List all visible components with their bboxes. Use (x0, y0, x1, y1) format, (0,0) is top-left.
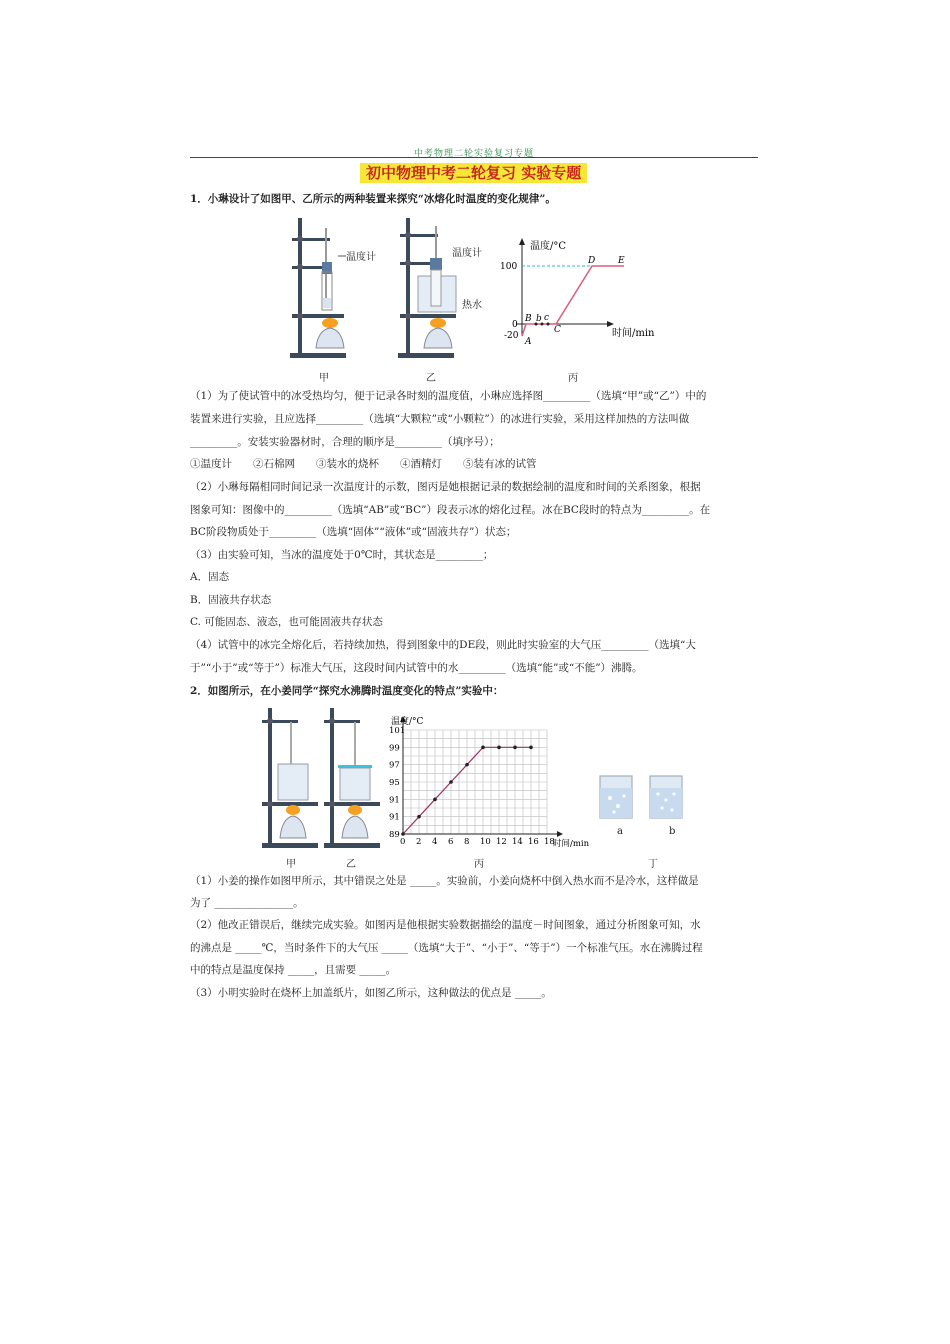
caption-q2-jia: 甲 (286, 859, 296, 870)
q1-line: BC阶段物质处于_________（选填“固体”“液体”或“固液共存”）状态； (190, 526, 517, 538)
x-tick-label: 10 (480, 837, 491, 847)
graph1-point-e: E (618, 256, 625, 266)
q1-line: （2）小琳每隔相同时间记录一次温度计的示数，图丙是她根据记录的数据绘制的温度和时间的关系图象，根据 (190, 481, 701, 493)
graph1-tick-0: 0 (512, 320, 518, 330)
graph1-xlabel: 时间/min (612, 328, 655, 339)
x-tick-label: 14 (512, 837, 523, 847)
caption-q2-ding: 丁 (648, 859, 658, 870)
q2-line: 中的特点是温度保持 _____，且需要 _____。 (190, 964, 397, 976)
y-axis-label: 温度/°C (391, 717, 424, 727)
graph1-point-c: C (554, 325, 561, 335)
q1-choice-a: A．固态 (190, 571, 230, 583)
x-tick-label: 4 (432, 837, 438, 847)
q2-line: （1）小姜的操作如图甲所示，其中错误之处是 _____。实验前，小姜向烧杯中倒入热水而不是冷水，这样做是 (190, 875, 699, 887)
caption-q1-yi: 乙 (426, 373, 436, 384)
q1-line: _________。安装实验器材时，合理的顺序是_________（填序号）； (190, 436, 500, 448)
graph1-point-c-small: c (544, 313, 550, 323)
y-tick-label: 89 (389, 830, 400, 840)
graph1-point-d: D (588, 256, 596, 266)
y-tick-label: 97 (389, 760, 400, 771)
page-title: 初中物理中考二轮复习 实验专题 (360, 163, 587, 183)
graph1-tick-100: 100 (500, 262, 518, 272)
data-point (481, 746, 485, 750)
q1-line: （4）试管中的冰完全熔化后，若持续加热，得到图象中的DE段，则此时实验室的大气压_________（选填“大 (190, 639, 696, 651)
y-tick-label: 101 (389, 726, 406, 736)
q1-line: 于”“小于”或“等于”）标准大气压，这段时间内试管中的水_________（选填“能”或“不能”）沸腾。 (190, 662, 643, 674)
melting-graph (496, 236, 668, 346)
q2-line: （2）他改正错误后，继续完成实验。如图丙是他根据实验数据描绘的温度－时间图象，通过分析图象可知，水 (190, 919, 701, 931)
q2-line: （3）小明实验时在烧杯上加盖纸片，如图乙所示，这种做法的优点是 _____。 (190, 987, 552, 999)
apparatus-jia (288, 214, 358, 360)
q2-stem: 2．如图所示，在小姜同学“探究水沸腾时温度变化的特点”实验中： (190, 685, 504, 697)
data-point (433, 798, 437, 802)
x-axis-label: 时间/min (553, 839, 590, 849)
y-tick-label: 99 (389, 743, 400, 754)
beaker-b-label: b (669, 826, 676, 837)
x-tick-label: 2 (416, 837, 422, 847)
q1-options: ①温度计 ②石棉网 ③装水的烧杯 ④酒精灯 ⑤装有冰的试管 (190, 458, 537, 470)
x-tick-label: 8 (464, 837, 470, 847)
graph1-point-a: A (525, 337, 532, 346)
q1-choice-b: B．固液共存状态 (190, 594, 272, 606)
page-header: 中考物理二轮实验复习专题 (413, 149, 534, 159)
x-tick-label: 6 (448, 837, 454, 847)
apparatus-yi (396, 214, 466, 360)
x-tick-label: 18 (544, 837, 555, 847)
boiling-chart (370, 712, 600, 854)
x-axis-arrow (557, 831, 563, 837)
graph1-point-b-small: b (536, 314, 542, 324)
header-rule (190, 157, 758, 158)
y-tick-label: 95 (389, 778, 400, 788)
q1-stem: 1．小琳设计了如图甲、乙所示的两种装置来探究“冰熔化时温度的变化规律”。 (190, 193, 556, 205)
x-tick-label: 16 (528, 837, 539, 847)
q2-line: 的沸点是 _____℃，当时条件下的大气压 _____（选填“大于”、“小于”、“等于”）一个标准气压。水在沸腾过程 (190, 942, 703, 954)
q2-line: 为了 _______________。 (190, 897, 304, 909)
y-tick-label: 91 (389, 812, 400, 823)
label-thermometer-jia: 温度计 (346, 252, 376, 263)
q1-choice-c: C. 可能固态、液态，也可能固液共存状态 (190, 616, 383, 628)
caption-q2-yi: 乙 (346, 859, 356, 870)
q1-line: （1）为了使试管中的冰受热均匀，便于记录各时刻的温度值，小琳应选择图_________（选填“甲”或“乙”）中的 (190, 390, 707, 402)
x-tick-label: 0 (400, 837, 406, 847)
data-point (449, 780, 453, 784)
q1-line: 装置来进行实验，且应选择_________（选填“大颗粒”或“小颗粒”）的冰进行实验，采用这样加热的方法叫做 (190, 413, 690, 425)
label-hot-water: 热水 (462, 300, 482, 311)
y-tick-label: 91 (389, 795, 400, 806)
caption-q1-bing: 丙 (568, 373, 578, 384)
q1-line: 图象可知：图像中的_________（选填“AB”或“BC”）段表示冰的熔化过程。冰在BC段时的特点为_________。在 (190, 504, 711, 516)
graph1-tick-minus20: -20 (504, 331, 519, 341)
graph1-point-b: B (525, 314, 532, 324)
caption-q2-bing: 丙 (474, 859, 484, 870)
beakers-ding (596, 770, 692, 824)
apparatus-q2-jia (260, 704, 326, 850)
data-point (401, 832, 405, 836)
data-point (417, 815, 421, 819)
label-thermometer-yi: 温度计 (452, 248, 482, 259)
data-point (497, 746, 501, 750)
q1-line: （3）由实验可知，当冰的温度处于0℃时，其状态是_________； (190, 549, 494, 561)
data-point (513, 746, 517, 750)
graph1-ylabel: 温度/°C (530, 241, 567, 252)
data-point (529, 746, 533, 750)
data-point (465, 763, 469, 767)
caption-q1-jia: 甲 (319, 373, 329, 384)
x-tick-label: 12 (496, 837, 507, 847)
beaker-a-label: a (617, 826, 623, 837)
